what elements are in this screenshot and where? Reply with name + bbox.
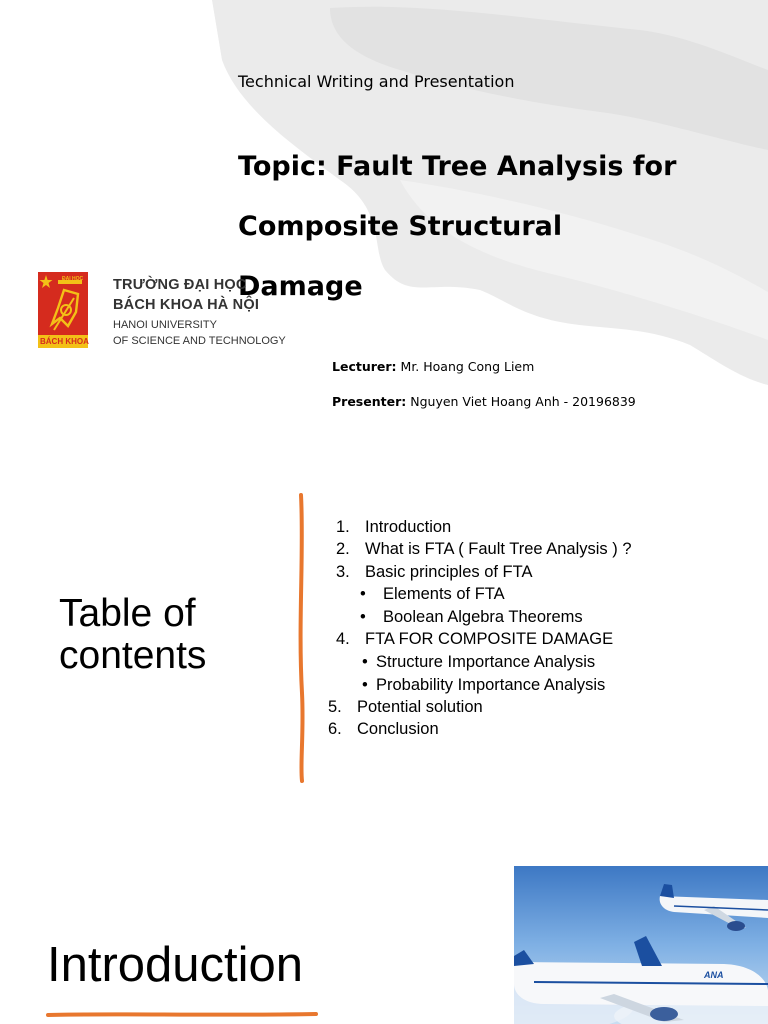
introduction-heading: Introduction bbox=[47, 938, 304, 992]
toc-label: Introduction bbox=[365, 518, 452, 536]
table-of-contents-slide bbox=[0, 455, 768, 863]
toc-item[interactable] bbox=[336, 629, 613, 649]
toc-label: Elements of FTA bbox=[383, 585, 505, 603]
toc-number: 5. bbox=[328, 698, 342, 716]
toc-item[interactable] bbox=[336, 562, 533, 582]
lecturer-credit bbox=[332, 359, 534, 374]
toc-number: 4. bbox=[336, 630, 350, 648]
toc-heading-line: Table of bbox=[59, 592, 196, 635]
toc-item[interactable] bbox=[328, 697, 483, 717]
toc-number: 2. bbox=[336, 540, 350, 558]
university-name-en-2: OF SCIENCE AND TECHNOLOGY bbox=[113, 335, 286, 347]
presentation-topic bbox=[238, 137, 758, 317]
toc-label: Probability Importance Analysis bbox=[376, 676, 606, 694]
toc-label: What is FTA ( Fault Tree Analysis ) ? bbox=[365, 540, 632, 558]
bullet-icon: • bbox=[360, 608, 366, 626]
bullet-icon: • bbox=[360, 585, 366, 603]
emblem-text-top: ĐẠI HỌC bbox=[62, 276, 84, 282]
university-name bbox=[113, 275, 286, 349]
toc-subitem[interactable] bbox=[360, 607, 583, 627]
presenter-name: Nguyen Viet Hoang Anh - 20196839 bbox=[410, 394, 636, 409]
toc-heading bbox=[59, 593, 206, 677]
toc-label: Structure Importance Analysis bbox=[376, 653, 596, 671]
heading-underline bbox=[46, 1010, 318, 1020]
toc-heading-line: contents bbox=[59, 634, 207, 677]
toc-number: 6. bbox=[328, 720, 342, 738]
toc-subitem[interactable] bbox=[360, 584, 505, 604]
topic-line: Damage bbox=[238, 271, 363, 302]
university-name-en-1: HANOI UNIVERSITY bbox=[113, 319, 217, 331]
university-name-vi-2: BÁCH KHOA HÀ NỘI bbox=[113, 297, 260, 313]
lecturer-name: Mr. Hoang Cong Liem bbox=[400, 359, 535, 374]
toc-label: FTA FOR COMPOSITE DAMAGE bbox=[365, 630, 614, 648]
toc-label: Boolean Algebra Theorems bbox=[383, 608, 583, 626]
topic-line: Composite Structural bbox=[238, 211, 563, 242]
toc-subitem[interactable] bbox=[362, 675, 605, 695]
toc-subitem[interactable] bbox=[362, 652, 595, 672]
toc-label: Potential solution bbox=[357, 698, 483, 716]
title-slide bbox=[0, 0, 768, 455]
lecturer-label: Lecturer: bbox=[332, 359, 397, 374]
toc-item[interactable] bbox=[336, 517, 451, 537]
toc-label: Basic principles of FTA bbox=[365, 563, 533, 581]
toc-item[interactable] bbox=[328, 719, 439, 739]
bullet-icon: • bbox=[362, 676, 368, 694]
vertical-divider bbox=[292, 493, 314, 783]
toc-number: 3. bbox=[336, 563, 350, 581]
bullet-icon: • bbox=[362, 653, 368, 671]
introduction-slide bbox=[0, 863, 768, 1024]
university-name-vi-1: TRƯỜNG ĐẠI HỌC bbox=[113, 277, 247, 293]
emblem-text-bottom: BÁCH KHOA bbox=[40, 337, 89, 346]
course-name: Technical Writing and Presentation bbox=[238, 72, 515, 91]
presenter-label: Presenter: bbox=[332, 394, 407, 409]
svg-text:ANA: ANA bbox=[704, 970, 724, 980]
toc-item[interactable] bbox=[336, 539, 632, 559]
presenter-credit bbox=[332, 394, 636, 409]
toc-number: 1. bbox=[336, 518, 350, 536]
topic-line: Topic: Fault Tree Analysis for bbox=[238, 151, 677, 182]
airplanes-photo bbox=[514, 866, 768, 1024]
toc-label: Conclusion bbox=[357, 720, 439, 738]
